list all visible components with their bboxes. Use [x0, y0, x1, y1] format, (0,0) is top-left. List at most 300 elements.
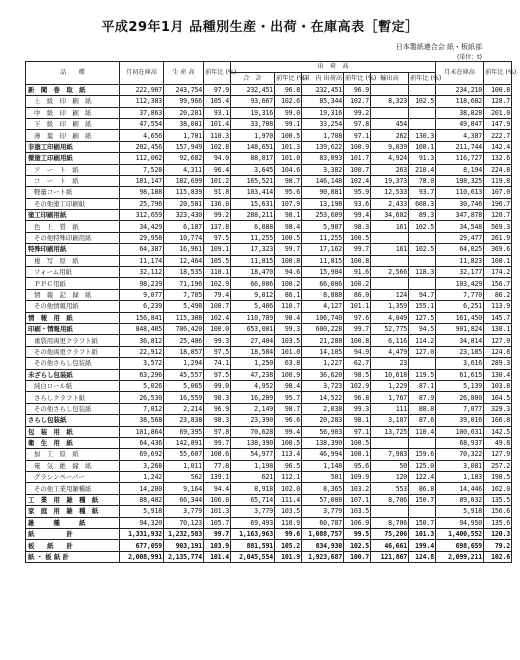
table-cell: 74.1 — [204, 358, 231, 369]
table-cell: 34,814 — [436, 335, 484, 346]
table-cell — [409, 255, 436, 266]
table-cell: 39,016 — [436, 415, 484, 426]
table-row — [26, 506, 512, 517]
table-cell: 110.1 — [204, 267, 231, 278]
table-row — [26, 403, 512, 414]
table-cell: 100.0 — [204, 323, 231, 334]
table-cell: 146,148 — [302, 175, 344, 186]
table-cell: 30,746 — [436, 198, 484, 209]
table-cell: 102.4 — [344, 175, 371, 186]
table-cell: 100.2 — [275, 278, 302, 289]
row-label: 紙 ・ 板 紙 計 — [26, 551, 120, 562]
table-cell: 120.3 — [484, 529, 512, 540]
table-cell: 18,584 — [231, 346, 275, 357]
table-cell: 1,088,757 — [302, 529, 344, 540]
table-row — [26, 551, 512, 562]
table-cell: 94.6 — [275, 267, 302, 278]
table-cell: 102.5 — [344, 540, 371, 551]
table-cell: 5,918 — [120, 506, 164, 517]
table-cell: 94.4 — [204, 483, 231, 494]
table-cell: 99.2 — [344, 107, 371, 118]
table-cell: 135.6 — [484, 517, 512, 528]
table-cell: 99.1 — [275, 118, 302, 129]
table-cell: 1,183 — [436, 472, 484, 483]
table-cell: 156,841 — [120, 312, 164, 323]
table-cell: 3,779 — [164, 506, 204, 517]
header-total: 合 計 — [231, 73, 275, 84]
table-cell: 27,404 — [231, 335, 275, 346]
table-cell: 99.7 — [204, 529, 231, 540]
table-cell: 20,281 — [164, 107, 204, 118]
table-cell: 16,559 — [164, 392, 204, 403]
table-cell: 5,907 — [302, 221, 344, 232]
table-cell: 103.5 — [275, 506, 302, 517]
table-cell: 111 — [371, 403, 409, 414]
table-cell: 142.5 — [484, 426, 512, 437]
table-row — [26, 494, 512, 505]
table-cell: 20,283 — [302, 415, 344, 426]
table-cell: 139,622 — [302, 141, 344, 152]
table-cell: 66,006 — [302, 278, 344, 289]
table-cell: 99.3 — [204, 335, 231, 346]
table-cell: 124.8 — [409, 551, 436, 562]
table-cell: 553 — [371, 483, 409, 494]
table-cell: 224.8 — [484, 164, 512, 175]
table-cell: 182,699 — [164, 175, 204, 186]
table-cell: 1,400,552 — [436, 529, 484, 540]
row-label: コ ー ト 紙 — [26, 175, 120, 186]
table-cell: 96.5 — [275, 460, 302, 471]
table-cell: 1,011 — [164, 460, 204, 471]
table-cell: 26,530 — [120, 392, 164, 403]
table-cell: 159.6 — [409, 449, 436, 460]
table-cell: 107.0 — [484, 187, 512, 198]
row-label: 家 庭 用 雑 種 紙 — [26, 506, 120, 517]
table-cell: 14,522 — [302, 392, 344, 403]
table-cell: 64,387 — [120, 244, 164, 255]
table-cell: 17,323 — [231, 244, 275, 255]
table-cell: 16,289 — [231, 392, 275, 403]
table-cell: 7,983 — [371, 449, 409, 460]
table-row — [26, 221, 512, 232]
table-cell: 79.4 — [204, 289, 231, 300]
row-label: 電 気 絶 縁 紙 — [26, 460, 120, 471]
table-cell: 37,863 — [120, 107, 164, 118]
table-cell: 47,238 — [231, 369, 275, 380]
table-cell: 901,824 — [436, 323, 484, 334]
table-cell: 102.0 — [275, 483, 302, 494]
table-cell: 222,907 — [120, 84, 164, 95]
table-cell: 3,779 — [302, 506, 344, 517]
table-cell: 98,188 — [120, 187, 164, 198]
table-row — [26, 175, 512, 186]
table-cell: 124.8 — [484, 346, 512, 357]
table-row — [26, 187, 512, 198]
table-cell: 199.4 — [409, 540, 436, 551]
table-cell: 127.5 — [409, 312, 436, 323]
table-row — [26, 164, 512, 175]
table-cell — [371, 278, 409, 289]
table-cell: 142.4 — [484, 141, 512, 152]
table-cell: 5,065 — [164, 380, 204, 391]
table-cell: 130.3 — [409, 130, 436, 141]
table-cell: 89.3 — [409, 210, 436, 221]
table-cell: 101.3 — [409, 529, 436, 540]
statistics-table — [25, 61, 517, 563]
table-cell: 64,436 — [120, 437, 164, 448]
table-cell: 94.7 — [409, 289, 436, 300]
table-body — [26, 84, 512, 562]
table-cell: 14,105 — [302, 346, 344, 357]
table-row — [26, 472, 512, 483]
table-row — [26, 232, 512, 243]
table-cell: 7,012 — [120, 403, 164, 414]
table-cell: 127.9 — [484, 449, 512, 460]
table-cell: 70,628 — [231, 426, 275, 437]
table-cell: 38,568 — [120, 415, 164, 426]
table-cell: 196.7 — [484, 198, 512, 209]
table-cell: 347,878 — [436, 210, 484, 221]
table-cell: 2,038 — [302, 403, 344, 414]
table-cell: 98.3 — [344, 221, 371, 232]
table-cell: 3,779 — [231, 506, 275, 517]
table-row — [26, 449, 512, 460]
table-cell: 156.7 — [484, 278, 512, 289]
table-cell: 29,477 — [436, 232, 484, 243]
table-cell: 9,012 — [231, 289, 275, 300]
table-cell: 312,659 — [120, 210, 164, 221]
table-cell: 38,001 — [164, 118, 204, 129]
table-cell: 139.1 — [204, 472, 231, 483]
table-cell: 19,316 — [302, 107, 344, 118]
table-cell: 15,904 — [302, 267, 344, 278]
row-label: 純白ロール紙 — [26, 380, 120, 391]
table-cell: 100.8 — [344, 255, 371, 266]
table-cell: 23 — [371, 358, 409, 369]
table-cell: 108.6 — [204, 449, 231, 460]
table-cell: 96.8 — [344, 392, 371, 403]
table-cell: 103.5 — [275, 335, 302, 346]
table-cell: 100.1 — [484, 255, 512, 266]
row-label: 未ざらし包装紙 — [26, 369, 120, 380]
table-cell: 99.0 — [204, 380, 231, 391]
table-cell: 102.5 — [409, 96, 436, 107]
table-cell: 16,961 — [164, 244, 204, 255]
row-label: 情 報 記 録 紙 — [26, 289, 120, 300]
table-cell: 4,656 — [120, 130, 164, 141]
header-export-yoy: 前年比 (%) — [409, 73, 436, 84]
header-closing-yoy: 前年比 (%) — [484, 62, 512, 85]
table-cell: 100.7 — [344, 551, 371, 562]
table-cell: 128.7 — [484, 96, 512, 107]
table-cell: 97.1 — [344, 130, 371, 141]
row-label: その他塗工印刷紙 — [26, 198, 120, 209]
table-cell: 4,311 — [164, 164, 204, 175]
table-row — [26, 369, 512, 380]
table-cell: 91.8 — [204, 187, 231, 198]
table-cell: 97.8 — [204, 426, 231, 437]
table-cell: 834,930 — [302, 540, 344, 551]
row-label: 重袋用両更クラフト紙 — [26, 335, 120, 346]
table-cell: 108.1 — [344, 449, 371, 460]
row-label: 軽量コート紙 — [26, 187, 120, 198]
table-cell: 161 — [371, 244, 409, 255]
table-row — [26, 198, 512, 209]
table-cell: 17,162 — [302, 244, 344, 255]
row-label: 上 級 印 刷 紙 — [26, 96, 120, 107]
table-cell: 166.8 — [484, 415, 512, 426]
table-cell: 105.7 — [204, 517, 231, 528]
table-cell: 87.9 — [409, 392, 436, 403]
table-cell: 110.4 — [409, 426, 436, 437]
table-cell: 105.4 — [204, 96, 231, 107]
organization-label: 日本製紙連合会 紙・板紙部 — [395, 43, 482, 51]
table-cell: 9,077 — [120, 289, 164, 300]
table-cell: 50 — [371, 460, 409, 471]
table-cell: 97.1 — [344, 426, 371, 437]
table-cell: 110.3 — [204, 130, 231, 141]
table-cell: 107.9 — [275, 198, 302, 209]
table-cell: 18,857 — [164, 346, 204, 357]
table-cell: 3,572 — [120, 358, 164, 369]
row-label: 印刷・情報用紙 — [26, 323, 120, 334]
table-cell: 263 — [371, 164, 409, 175]
table-cell: 132.6 — [484, 153, 512, 164]
table-cell: 8,888 — [302, 289, 344, 300]
table-cell: 161 — [371, 221, 409, 232]
row-label: 下 級 印 刷 紙 — [26, 118, 120, 129]
header-domestic-yoy: 前年比 (%) — [344, 73, 371, 84]
table-cell: 100.5 — [344, 437, 371, 448]
table-row — [26, 107, 512, 118]
table-cell: 15,631 — [231, 198, 275, 209]
table-cell — [371, 506, 409, 517]
table-cell — [409, 358, 436, 369]
table-cell: 114.2 — [409, 335, 436, 346]
table-cell: 677,059 — [120, 540, 164, 551]
table-row — [26, 323, 512, 334]
table-cell: 33,708 — [231, 118, 275, 129]
table-cell: 99.7 — [344, 323, 371, 334]
table-cell: 3,268 — [120, 460, 164, 471]
row-label: 新 聞 巻 取 紙 — [26, 84, 120, 95]
table-cell: 9,039 — [371, 141, 409, 152]
row-label: 雑 種 紙 — [26, 517, 120, 528]
table-cell: 289.3 — [484, 358, 512, 369]
table-cell: 148,651 — [231, 141, 275, 152]
header-domestic: 国 内 出荷高 — [302, 73, 344, 84]
table-cell: 55,607 — [164, 449, 204, 460]
header-shipments: 出 荷 高 — [231, 62, 436, 73]
table-cell: 19,373 — [371, 175, 409, 186]
table-cell: 210.4 — [409, 164, 436, 175]
table-cell: 86.1 — [275, 289, 302, 300]
row-label: 衛 生 用 紙 — [26, 437, 120, 448]
table-cell: 23,185 — [436, 346, 484, 357]
row-label: グラシンペーパー — [26, 472, 120, 483]
table-cell: 12,533 — [371, 187, 409, 198]
table-cell: 262 — [371, 130, 409, 141]
table-cell: 118.3 — [409, 267, 436, 278]
table-cell: 34,602 — [371, 210, 409, 221]
table-cell: 120.7 — [484, 210, 512, 221]
table-cell: 1,331,932 — [120, 529, 164, 540]
table-cell: 68,937 — [436, 437, 484, 448]
table-cell: 1,148 — [302, 460, 344, 471]
table-cell: 92,682 — [164, 153, 204, 164]
table-cell: 142,891 — [164, 437, 204, 448]
table-cell: 7,770 — [436, 289, 484, 300]
table-cell: 190.5 — [484, 472, 512, 483]
table-cell: 103.5 — [344, 506, 371, 517]
table-row — [26, 529, 512, 540]
table-cell: 101.9 — [275, 551, 302, 562]
table-cell: 93.6 — [344, 198, 371, 209]
table-cell: 99.3 — [344, 403, 371, 414]
table-cell: 105.2 — [275, 540, 302, 551]
table-cell: 127.0 — [409, 346, 436, 357]
table-row — [26, 130, 512, 141]
table-cell: 102.6 — [484, 551, 512, 562]
row-label: さらしクラフト紙 — [26, 392, 120, 403]
table-cell: 3,081 — [436, 460, 484, 471]
table-cell: 323,430 — [164, 210, 204, 221]
table-cell: 3,616 — [436, 358, 484, 369]
table-cell: 112.1 — [275, 472, 302, 483]
table-cell: 98.4 — [275, 221, 302, 232]
table-cell: 454 — [371, 118, 409, 129]
table-cell: 95.6 — [275, 187, 302, 198]
table-cell: 66,344 — [164, 494, 204, 505]
table-cell: 95.9 — [344, 187, 371, 198]
table-cell — [409, 232, 436, 243]
table-cell: 96.9 — [344, 84, 371, 95]
table-cell: 103,414 — [231, 187, 275, 198]
table-cell: 77.8 — [204, 460, 231, 471]
table-cell: 69,493 — [231, 517, 275, 528]
table-cell: 86.0 — [344, 289, 371, 300]
table-cell: 138,390 — [302, 437, 344, 448]
table-cell: 14,446 — [436, 483, 484, 494]
table-cell: 150.7 — [409, 494, 436, 505]
table-cell: 232,451 — [302, 84, 344, 95]
table-cell: 86.8 — [409, 483, 436, 494]
table-cell: 1,294 — [164, 358, 204, 369]
table-cell: 91.3 — [409, 153, 436, 164]
table-cell: 5,498 — [164, 301, 204, 312]
table-cell — [371, 232, 409, 243]
table-cell: 102.8 — [204, 141, 231, 152]
table-cell: 122.4 — [409, 472, 436, 483]
table-cell: 8,706 — [371, 494, 409, 505]
row-label: 情 報 用 紙 — [26, 312, 120, 323]
table-cell: 706,420 — [164, 323, 204, 334]
table-cell: 165,521 — [231, 175, 275, 186]
table-cell: 11,815 — [231, 255, 275, 266]
table-cell: 1,242 — [120, 472, 164, 483]
table-cell: 99.2 — [204, 210, 231, 221]
table-cell: 99.7 — [275, 244, 302, 255]
row-label: 特殊印刷用紙 — [26, 244, 120, 255]
table-cell: 1,232,583 — [164, 529, 204, 540]
table-cell: 97.5 — [204, 346, 231, 357]
table-cell: 138.1 — [484, 323, 512, 334]
table-cell: 2,566 — [371, 267, 409, 278]
table-row — [26, 244, 512, 255]
table-cell: 608.3 — [409, 198, 436, 209]
table-row — [26, 346, 512, 357]
table-cell: 12,464 — [164, 255, 204, 266]
table-cell: 113.4 — [275, 449, 302, 460]
table-cell: 4,387 — [436, 130, 484, 141]
table-cell: 98.4 — [275, 312, 302, 323]
table-cell: 6,116 — [371, 335, 409, 346]
table-row — [26, 517, 512, 528]
table-cell: 95.7 — [275, 392, 302, 403]
table-cell — [371, 84, 409, 95]
table-cell: 46,661 — [371, 540, 409, 551]
table-cell: 99.6 — [275, 529, 302, 540]
table-cell: 1,701 — [164, 130, 204, 141]
table-cell: 8,365 — [302, 483, 344, 494]
table-cell: 848,405 — [120, 323, 164, 334]
table-cell: 20,581 — [164, 198, 204, 209]
table-cell: 100.8 — [275, 255, 302, 266]
table-cell: 78.0 — [409, 175, 436, 186]
table-cell: 106.9 — [344, 517, 371, 528]
table-cell: 101.3 — [275, 141, 302, 152]
table-cell: 261.9 — [484, 232, 512, 243]
table-cell: 109.1 — [204, 244, 231, 255]
table-row — [26, 380, 512, 391]
table-cell: 113.9 — [484, 301, 512, 312]
table-cell: 89,032 — [436, 494, 484, 505]
table-cell: 329.3 — [484, 403, 512, 414]
table-row — [26, 84, 512, 95]
table-cell: 103.8 — [484, 380, 512, 391]
table-cell: 1,163,963 — [231, 529, 275, 540]
table-cell: 1,708 — [302, 130, 344, 141]
table-cell: 5,026 — [120, 380, 164, 391]
table-cell: 8,194 — [436, 164, 484, 175]
table-cell: 96.9 — [204, 403, 231, 414]
table-cell: 101.4 — [204, 551, 231, 562]
table-cell: 8,706 — [371, 517, 409, 528]
table-cell: 155.1 — [409, 301, 436, 312]
table-cell: 4,479 — [371, 346, 409, 357]
table-cell: 18,535 — [164, 267, 204, 278]
table-cell: 93.1 — [204, 107, 231, 118]
table-cell: 116,727 — [436, 153, 484, 164]
table-cell: 7,528 — [120, 164, 164, 175]
header-export: 輸出高 — [371, 73, 409, 84]
table-cell: 1,359 — [371, 301, 409, 312]
table-cell: 138,390 — [231, 437, 275, 448]
table-cell: 11,255 — [302, 232, 344, 243]
header-closing-stock: 月末在庫高 — [436, 62, 484, 85]
table-cell: 162.0 — [484, 483, 512, 494]
table-cell: 569.3 — [484, 221, 512, 232]
table-cell: 18,470 — [231, 267, 275, 278]
table-cell: 4,127 — [302, 301, 344, 312]
table-cell: 136.0 — [204, 198, 231, 209]
table-cell: 57,008 — [302, 494, 344, 505]
table-cell: 62.7 — [344, 358, 371, 369]
header-opening-stock: 月初在庫高 — [120, 62, 164, 85]
table-cell: 101.0 — [275, 346, 302, 357]
table-cell: 1,923,687 — [302, 551, 344, 562]
table-cell — [409, 506, 436, 517]
